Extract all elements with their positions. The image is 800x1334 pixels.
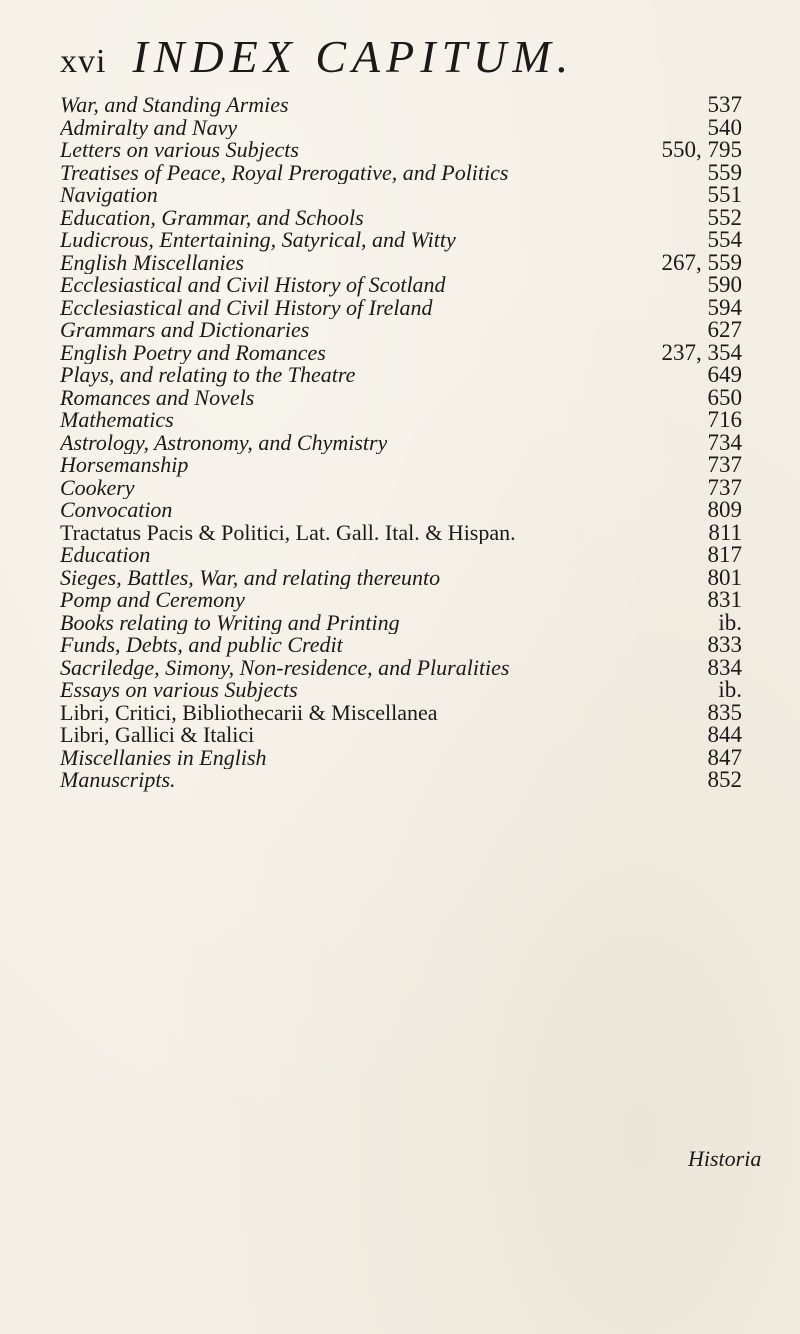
entry-pages: 540: [707, 114, 742, 140]
index-entry: [60, 744, 742, 770]
index-entry: [60, 609, 742, 635]
entry-pages: 847: [707, 744, 742, 770]
entry-subject: Romances and Novels: [60, 386, 255, 409]
entry-subject: Ecclesiastical and Civil History of Scotland: [60, 274, 446, 297]
entry-subject: Ludicrous, Entertaining, Satyrical, and Witty: [60, 229, 456, 252]
running-title: INDEX CAPITUM.: [132, 31, 575, 82]
entry-subject: Navigation: [60, 184, 158, 207]
index-entry: [60, 139, 742, 162]
index-entry: [60, 364, 742, 387]
entry-subject: War, and Standing Armies: [60, 94, 289, 117]
entry-subject: Admiralty and Navy: [60, 116, 238, 139]
index-entry: [60, 589, 742, 612]
index-entry: [60, 94, 742, 117]
entry-subject: Convocation: [60, 499, 173, 522]
entry-subject: Libri, Gallici & Italici: [60, 724, 255, 747]
entry-pages: 551: [707, 182, 742, 207]
entry-pages: 267, 559: [661, 249, 742, 275]
entry-pages: 649: [707, 362, 742, 387]
entry-pages: 554: [707, 227, 742, 252]
entry-pages: 237, 354: [661, 339, 742, 365]
index-entry: [60, 229, 742, 252]
index-entry: [60, 159, 742, 185]
index-entry: [60, 319, 742, 342]
entry-pages: 811: [708, 519, 742, 545]
page-number: xvi: [60, 43, 107, 80]
entry-pages: 817: [707, 542, 742, 567]
index-entry: [60, 519, 742, 545]
entry-subject: English Poetry and Romances: [60, 341, 326, 364]
entry-subject: Grammars and Dictionaries: [60, 319, 310, 342]
entry-pages: 552: [707, 204, 742, 230]
index-entry: [60, 634, 742, 657]
entry-subject: Ecclesiastical and Civil History of Ireland: [60, 296, 433, 319]
entry-subject: Astrology, Astronomy, and Chymistry: [60, 431, 388, 454]
entry-subject: Education: [60, 544, 151, 567]
entry-subject: Funds, Debts, and public Credit: [60, 634, 343, 657]
entry-subject: Sieges, Battles, War, and relating thereunto: [60, 566, 441, 589]
catchword: Historia: [688, 1146, 762, 1171]
entry-subject: Letters on various Subjects: [60, 139, 299, 162]
entry-pages: 550, 795: [661, 137, 742, 162]
index-entry: [60, 204, 742, 230]
index-entry: [60, 679, 742, 702]
index-entry: [60, 409, 742, 432]
page-header: [60, 30, 574, 80]
entry-pages: 594: [707, 294, 742, 320]
entry-subject: Treatises of Peace, Royal Prerogative, and Politics: [60, 161, 509, 184]
entry-pages: 831: [707, 587, 742, 612]
entry-pages: 627: [707, 317, 742, 342]
entry-pages: 801: [707, 564, 742, 590]
index-entry: [60, 564, 742, 590]
entry-pages: 833: [707, 632, 742, 657]
entry-pages: 809: [707, 497, 742, 522]
entry-pages: 716: [707, 407, 742, 432]
entry-pages: 537: [707, 92, 742, 117]
entry-pages: 734: [707, 429, 742, 455]
index-entry: [60, 654, 742, 680]
index-entry: [60, 724, 742, 747]
entry-subject: Horsemanship: [60, 454, 189, 477]
index-entry: [60, 474, 742, 500]
entry-subject: Mathematics: [60, 409, 174, 432]
entry-subject: Education, Grammar, and Schools: [60, 206, 364, 229]
entry-pages: 737: [707, 474, 742, 500]
entry-subject: Manuscripts.: [60, 769, 176, 792]
entry-pages: ib.: [718, 609, 742, 635]
entry-pages: 650: [707, 384, 742, 410]
index-entry: [60, 184, 742, 207]
entry-subject: Miscellanies in English: [60, 746, 267, 769]
index-entry: [60, 294, 742, 320]
entry-pages: 835: [707, 699, 742, 725]
entry-subject: Cookery: [60, 476, 135, 499]
index-entry: [60, 384, 742, 410]
entry-pages: 737: [707, 452, 742, 477]
entry-pages: 559: [707, 159, 742, 185]
entry-subject: Pomp and Ceremony: [60, 589, 245, 612]
index-entry: [60, 454, 742, 477]
entry-subject: Books relating to Writing and Printing: [60, 611, 400, 634]
entry-subject: Essays on various Subjects: [60, 679, 298, 702]
entry-pages: 834: [707, 654, 742, 680]
index-entry: [60, 429, 742, 455]
entry-pages: 590: [707, 272, 742, 297]
index-entry: [60, 499, 742, 522]
entry-subject: Tractatus Pacis & Politici, Lat. Gall. Ital. & Hispan.: [60, 521, 516, 544]
entry-subject: Plays, and relating to the Theatre: [60, 364, 356, 387]
index-entry: [60, 274, 742, 297]
entry-pages: 844: [707, 722, 742, 747]
index-entry: [60, 544, 742, 567]
entry-pages: ib.: [718, 677, 742, 702]
entry-pages: 852: [707, 767, 742, 792]
entry-subject: Sacriledge, Simony, Non-residence, and Pluralities: [60, 656, 510, 679]
index-entry: [60, 249, 742, 275]
entry-subject: English Miscellanies: [60, 251, 244, 274]
index-entries: [60, 94, 742, 792]
index-entry: [60, 114, 742, 140]
index-entry: [60, 769, 742, 792]
index-entry: [60, 339, 742, 365]
entry-subject: Libri, Critici, Bibliothecarii & Miscellanea: [60, 701, 438, 724]
index-entry: [60, 699, 742, 725]
